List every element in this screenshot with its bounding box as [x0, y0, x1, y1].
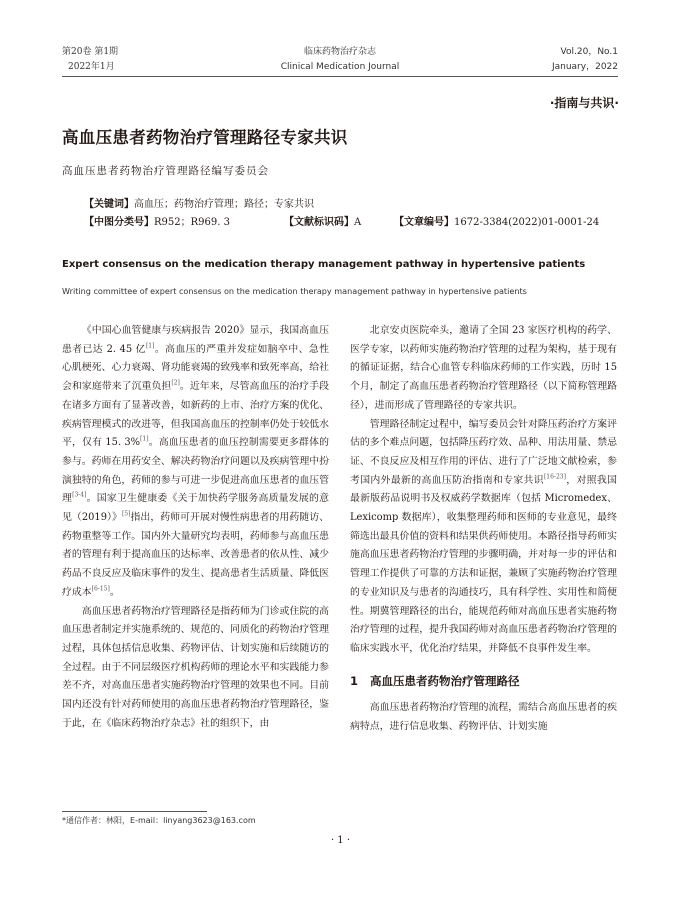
article-no-label: 【文章编号】 — [394, 217, 454, 228]
author-en: Writing committee of expert consensus on the medication therapy management pathway in hypertensive patients — [62, 286, 527, 296]
clc-group — [84, 216, 284, 230]
citation-ref: [2] — [171, 379, 180, 387]
citation-ref: [16-23] — [543, 473, 566, 481]
author-cn: 高血压患者药物治疗管理路径编写委员会 — [62, 165, 269, 177]
header-right — [552, 45, 618, 75]
section-number: 1 — [350, 673, 359, 688]
text-segment: 。高血压的严重并发症如脑卒中、急性心肌梗死、心力衰竭、肾功能衰竭的致残率和致死率高，给社会和家庭带来了沉重负担 — [62, 343, 329, 393]
volume-issue: 第20卷 第1期 — [62, 47, 119, 57]
paragraph — [350, 416, 617, 659]
doc-code-label: 【文献标识码】 — [284, 217, 354, 228]
clc-label: 【中图分类号】 — [84, 217, 154, 228]
volume-issue-en: Vol.20，No.1 — [560, 47, 618, 57]
doc-code-value: A — [354, 217, 362, 228]
paragraph: 高血压患者药物治疗管理的流程，需结合高血压患者的疾病特点，进行信息收集、药物评估、计划实施 — [350, 702, 617, 733]
footnote-rule — [62, 811, 207, 812]
keywords-label: 【关键词】 — [84, 199, 134, 210]
text-segment: 。国家卫生健康委《关于加快药学服务高质量发展的意见（2019）》 — [62, 493, 329, 524]
journal-name-cn: 临床药物治疗杂志 — [303, 47, 376, 57]
left-column — [62, 322, 329, 733]
text-segment: 。 — [109, 586, 120, 598]
journal-name-en: Clinical Medication Journal — [280, 62, 400, 72]
article-title: 高血压患者药物治疗管理路径专家共识 — [62, 128, 348, 147]
paragraph: 高血压患者药物治疗管理路径是指药师为门诊或住院的高血压患者制定并实施系统的、规范的、同质化的药物治疗管理过程，具体包括信息收集、药物评估、计划实施和后续随访的全过程。由于不同层级医疗机构药师的理论水平和实践能力参差不齐，对高血压患者实施药物治疗管理的效果也不同。目前国内还没有针对药师使用的高血压患者药物治疗管理路径，鉴于此，在《临床药物治疗杂志》社的组织下，由 — [62, 605, 329, 729]
corresponding-author-footnote: *通信作者：林阳，E-mail：linyang3623@163.com — [62, 816, 256, 825]
citation-ref: [3-4] — [72, 492, 87, 500]
citation-ref: [6-15] — [91, 585, 110, 593]
header-center — [62, 45, 618, 75]
header-rule — [62, 76, 618, 77]
text-segment: 管理路径制定过程中，编写委员会针对降压药治疗方案评估的多个难点问题，包括降压药疗效、品种、用法用量、禁忌证、不良反应及相互作用的评估、进行了广泛地文献检索，参考国内外最新的高血压防治指南和专家共识 — [350, 418, 617, 486]
citation-ref: [5] — [121, 510, 131, 518]
section-title: 高血压患者药物治疗管理路径 — [370, 673, 520, 688]
section-heading — [350, 672, 617, 691]
article-no-group — [394, 217, 599, 228]
article-title-en: Expert consensus on the medication therapy management pathway in hypertensive patients — [62, 259, 586, 270]
section-tag: ·指南与共识· — [549, 96, 619, 110]
article-no-value: 1672-3384(2022)01-0001-24 — [454, 217, 600, 228]
text-segment: 。近年来，尽管高血压的治疗手段在诸多方面有了显著改善，如新药的上市、治疗方案的优化、疾病管理模式的改进等，但我国高血压的控制率仍处于较低水平，仅有 15. 3% — [62, 381, 329, 449]
classification-line — [84, 216, 599, 230]
issue-date: 2022年1月 — [68, 62, 115, 72]
right-column — [350, 322, 617, 737]
citation-ref: [1] — [145, 342, 155, 350]
issue-date-en: January，2022 — [551, 62, 618, 72]
text-segment: 指出，药师可开展对慢性病患者的用药随访、药物重整等工作。国内外大量研究均表明，药师参与高血压患者的管理有利于提高血压的达标率、改善患者的依从性、减少药品不良反应及临床事件的发生、提高患者生活质量、降低医疗成本 — [62, 512, 329, 598]
doc-code-group — [284, 216, 394, 230]
paragraph — [62, 322, 329, 603]
text-segment: 。高血压患者的血压控制需要更多群体的参与。药师在用药安全、解决药物治疗问题以及疾病管理中扮演独特的角色，药师的参与可进一步促进高血压患者的血压管理 — [62, 437, 329, 505]
text-segment: 《中国心血管健康与疾病报告 2020》显示，我国高血压患者已达 2. 45 亿 — [62, 325, 329, 355]
keywords-value: 高血压；药物治疗管理；路径；专家共识 — [134, 199, 314, 210]
text-segment: ，对照我国最新版药品说明书及权威药学数据库（包括 Micromedex、Lexicomp 数据库），收集整理药师和医师的专业意见，最终筛选出最具价值的资料和结果供药师使用。本路径指导药师实施高血压患者药物治疗管理的步骤明确，并对每一步的评估和管理工作提供了可靠的方法和证据，兼顾了实施药物治疗管理的专业知识及与患者的沟通技巧，具有科学性、实用性和简便性。期冀管理路径的出台，能规范药师对高血压患者实施药物治疗管理的过程，提升我国药师对高血压患者药物治疗管理的临床实践水平，优化治疗结果，并降低不良事件发生率。 — [350, 474, 617, 654]
clc-value: R952；R969. 3 — [154, 217, 230, 228]
paragraph: 北京安贞医院牵头，邀请了全国 23 家医疗机构的药学、医学专家，以药师实施药物治疗管理的过程为架构，基于现有的循证证据，结合心血管专科临床药师的工作实践，历时 15 个月，制定了高血压患者药物治疗管理路径（以下简称管理路径），进而形成了管理路径的专家共识。 — [350, 325, 617, 411]
citation-ref: [1] — [140, 435, 149, 443]
page-number: · 1 · — [330, 835, 351, 846]
keywords-line — [84, 198, 314, 212]
